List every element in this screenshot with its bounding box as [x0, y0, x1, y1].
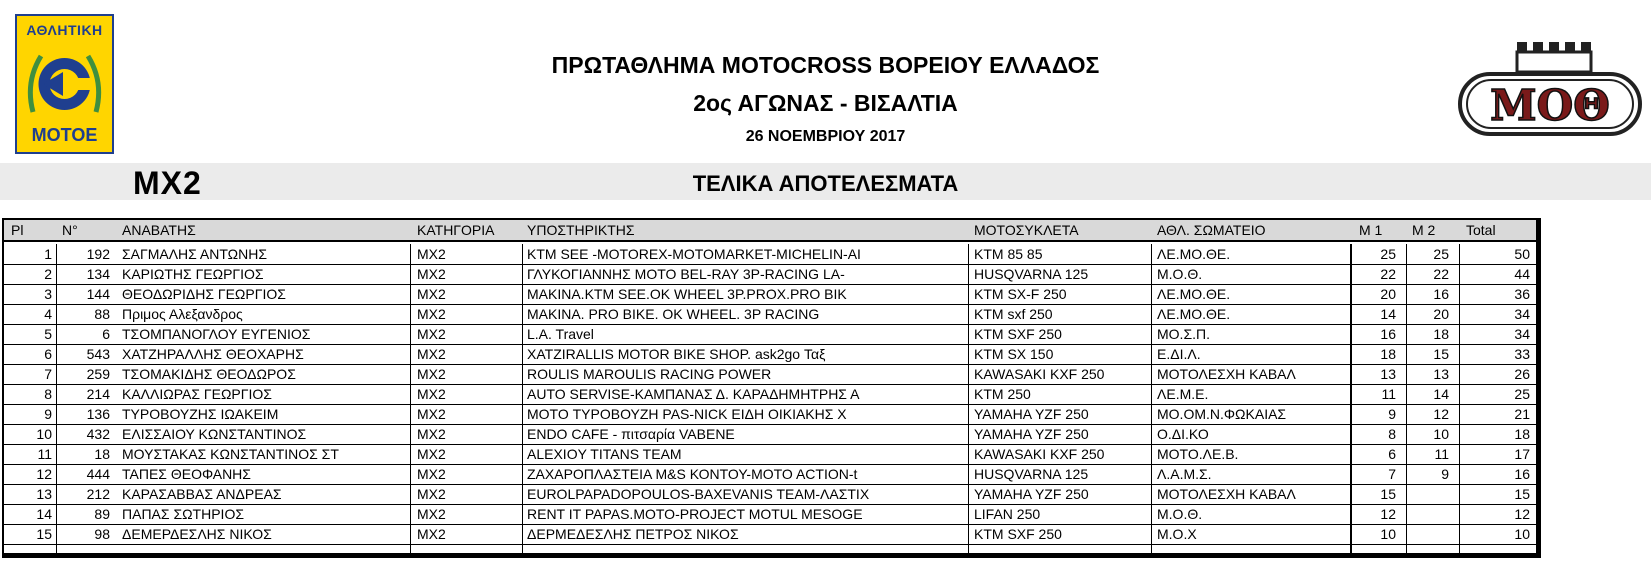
cell-rider: ΤΣΟΜΠΑΝΟΓΛΟΥ ΕΥΓΕΝΙΟΣ: [122, 326, 311, 342]
cell-total: 10: [1514, 526, 1530, 542]
logo-right-text: ΜΟΘ: [1490, 81, 1610, 130]
cell-rider: ΣΑΓΜΑΛΗΣ ΑΝΤΩΝΗΣ: [122, 246, 268, 262]
round-title: 2ος ΑΓΩΝΑΣ - ΒΙΣΑΛΤΙΑ: [693, 90, 958, 116]
cell-club: Μ.Ο.Χ: [1157, 526, 1197, 542]
cell-club: ΜΟΤΟΛΕΣΧΗ ΚΑΒΑΛ: [1157, 366, 1296, 382]
cell-rider: ΤΣΟΜΑΚΙΔΗΣ ΘΕΟΔΩΡΟΣ: [122, 366, 296, 382]
cell-category: MX2: [417, 326, 446, 342]
cell-place: 15: [36, 526, 52, 542]
cell-place: 9: [44, 406, 52, 422]
cell-m1: 18: [1380, 346, 1396, 362]
logo-left-top-text: ΑΘΛΗΤΙΚΗ: [26, 22, 103, 38]
cell-category: MX2: [417, 246, 446, 262]
cell-place: 6: [44, 346, 52, 362]
table-header: [4, 220, 1536, 242]
cell-place: 11: [37, 446, 52, 462]
cell-m1: 10: [1380, 526, 1396, 542]
cell-m2: 22: [1433, 266, 1449, 282]
cell-number: 88: [94, 306, 110, 322]
cell-rider: ΤΑΠΕΣ ΘΕΟΦΑΝΗΣ: [122, 466, 251, 482]
cell-number: 432: [86, 426, 110, 442]
cell-sponsor: KTM SEE -MOTOREX-MOTOMARKET-MICHELIN-AI: [527, 246, 861, 262]
cell-sponsor: ALEXIOY TITANS TEAM: [527, 446, 682, 462]
table-row: [4, 304, 1536, 325]
cell-sponsor: ΖΑΧΑΡΟΠΛΑΣΤΕΙΑ M&S ΚΟΝΤΟΥ-MOTO ACTION-t: [527, 466, 858, 482]
cell-m2: 9: [1441, 466, 1449, 482]
table-row: [4, 244, 1536, 265]
col-header-total: Total: [1466, 222, 1496, 238]
cell-number: 98: [94, 526, 110, 542]
cell-total: 26: [1514, 366, 1530, 382]
cell-rider: ΧΑΤΖΗΡΑΛΛΗΣ ΘΕΟΧΑΡΗΣ: [122, 346, 304, 362]
table-row: [4, 464, 1536, 485]
cell-rider: ΚΑΛΛΙΩΡΑΣ ΓΕΩΡΓΙΟΣ: [122, 386, 272, 402]
cell-category: MX2: [417, 406, 446, 422]
col-header-pl: Pl: [11, 222, 24, 238]
cell-total: 34: [1514, 306, 1530, 322]
cell-number: 543: [86, 346, 110, 362]
cell-total: 50: [1514, 246, 1530, 262]
cell-sponsor: MAKINA.KTM SEE.OK WHEEL 3P.PROX.PRO BIK: [527, 286, 847, 302]
cell-bike: HUSQVARNA 125: [974, 266, 1089, 282]
event-date: 26 ΝΟΕΜΒΡΙΟΥ 2017: [745, 128, 906, 145]
cell-bike: KTM 250: [974, 386, 1031, 402]
cell-bike: HUSQVARNA 125: [974, 466, 1089, 482]
cell-bike: YAMAHA YZF 250: [974, 486, 1089, 502]
cell-number: 89: [94, 506, 110, 522]
cell-bike: KTM 85 85: [974, 246, 1043, 262]
cell-place: 13: [36, 486, 52, 502]
cell-m1: 16: [1380, 326, 1396, 342]
cell-m1: 7: [1388, 466, 1396, 482]
cell-category: MX2: [417, 306, 446, 322]
cell-category: MX2: [417, 386, 446, 402]
cell-bike: YAMAHA YZF 250: [974, 406, 1089, 422]
table-row: [4, 284, 1536, 305]
cell-total: 21: [1514, 406, 1530, 422]
cell-bike: KTM SXF 250: [974, 326, 1062, 342]
cell-m1: 13: [1380, 366, 1396, 382]
cell-club: Μ.Ο.Θ.: [1157, 266, 1203, 282]
cell-total: 17: [1514, 446, 1530, 462]
cell-sponsor: ROULIS MAROULIS RACING POWER: [527, 366, 772, 382]
cell-number: 134: [86, 266, 110, 282]
cell-club: Ο.ΔΙ.ΚΟ: [1157, 426, 1209, 442]
cell-number: 214: [86, 386, 110, 402]
cell-category: MX2: [417, 286, 446, 302]
cell-category: MX2: [417, 426, 446, 442]
cell-place: 12: [36, 466, 52, 482]
cell-m2: 13: [1433, 366, 1449, 382]
cell-number: 212: [86, 486, 110, 502]
cell-place: 5: [44, 326, 52, 342]
table-row: [4, 264, 1536, 285]
col-header-m2: M 2: [1412, 222, 1436, 238]
results-table: [2, 218, 1541, 558]
cell-m1: 14: [1380, 306, 1396, 322]
cell-m2: 12: [1433, 406, 1449, 422]
cell-m1: 11: [1381, 386, 1396, 402]
col-header-rider: ΑΝΑΒΑΤΗΣ: [122, 222, 196, 238]
cell-total: 12: [1514, 506, 1530, 522]
cell-m1: 12: [1380, 506, 1396, 522]
logo-left-bottom-text: MOTOE: [31, 125, 98, 145]
cell-rider: ΚΑΡΙΩΤΗΣ ΓΕΩΡΓΙΟΣ: [122, 266, 264, 282]
cell-bike: KTM SX-F 250: [974, 286, 1067, 302]
cell-sponsor: L.A. Travel: [527, 326, 594, 342]
cell-club: ΜΟ.ΟΜ.Ν.ΦΩΚΑΙΑΣ: [1157, 406, 1287, 422]
col-header-sponsor: ΥΠΟΣΤΗΡΙΚΤΗΣ: [527, 222, 635, 238]
cell-number: 6: [102, 326, 110, 342]
cell-total: 33: [1514, 346, 1530, 362]
cell-total: 44: [1514, 266, 1530, 282]
cell-rider: Πριμος Αλεξανδρος: [122, 306, 243, 322]
table-row: [4, 364, 1536, 385]
col-header-m1: M 1: [1359, 222, 1383, 238]
cell-total: 16: [1514, 466, 1530, 482]
cell-club: ΜΟΤΟΛΕΣΧΗ ΚΑΒΑΛ: [1157, 486, 1296, 502]
cell-rider: ΚΑΡΑΣΑΒΒΑΣ ΑΝΔΡΕΑΣ: [122, 486, 282, 502]
table-row: [4, 404, 1536, 425]
cell-club: ΜΟΤΟ.ΛΕ.Β.: [1157, 446, 1239, 462]
cell-club: Μ.Ο.Θ.: [1157, 506, 1203, 522]
cell-place: 2: [44, 266, 52, 282]
cell-club: ΜΟ.Σ.Π.: [1157, 326, 1210, 342]
cell-place: 1: [44, 246, 52, 262]
cell-category: MX2: [417, 506, 446, 522]
cell-place: 10: [36, 426, 52, 442]
cell-rider: ΘΕΟΔΩΡΙΔΗΣ ΓΕΩΡΓΙΟΣ: [122, 286, 286, 302]
cell-m1: 9: [1388, 406, 1396, 422]
cell-club: Ε.ΔΙ.Λ.: [1157, 346, 1201, 362]
cell-number: 259: [86, 366, 110, 382]
cell-m2: 10: [1433, 426, 1449, 442]
cell-bike: KTM SX 150: [974, 346, 1054, 362]
cell-sponsor: MAKINA. PRO BIKE. OK WHEEL. 3P RACING: [527, 306, 820, 322]
cell-category: MX2: [417, 366, 446, 382]
cell-m1: 15: [1380, 486, 1396, 502]
cell-sponsor: AUTO SERVISE-ΚΑΜΠΑΝΑΣ Δ. ΚΑΡΑΔΗΜΗΤΡΗΣ Α: [527, 386, 860, 402]
cell-sponsor: ΔΕΡΜΕΔΕΣΛΗΣ ΠΕΤΡΟΣ ΝΙΚΟΣ: [527, 526, 739, 542]
cell-club: Λ.Α.Μ.Σ.: [1157, 466, 1212, 482]
col-header-bike: ΜΟΤΟΣΥΚΛΕΤΑ: [974, 222, 1079, 238]
cell-total: 36: [1514, 286, 1530, 302]
cell-rider: ΤΥΡΟΒΟΥΖΗΣ ΙΩΑΚΕΙΜ: [122, 406, 279, 422]
table-row: [4, 504, 1536, 525]
cell-m1: 8: [1388, 426, 1396, 442]
cell-category: MX2: [417, 266, 446, 282]
cell-category: MX2: [417, 466, 446, 482]
cell-rider: ΔΕΜΕΡΔΕΣΛΗΣ ΝΙΚΟΣ: [122, 526, 272, 542]
cell-total: 25: [1514, 386, 1530, 402]
cell-place: 8: [44, 386, 52, 402]
cell-sponsor: XATZIRALLIS MOTOR BIKE SHOP. ask2go Ταξ: [527, 346, 826, 362]
cell-club: ΛΕ.ΜΟ.ΘΕ.: [1157, 286, 1231, 302]
cell-place: 7: [44, 366, 52, 382]
cell-club: ΛΕ.Μ.Ε.: [1157, 386, 1209, 402]
cell-bike: KTM SXF 250: [974, 526, 1062, 542]
col-header-category: ΚΑΤΗΓΟΡΙΑ: [417, 222, 495, 238]
cell-m1: 6: [1388, 446, 1396, 462]
cell-bike: KAWASAKI KXF 250: [974, 446, 1105, 462]
cell-number: 136: [86, 406, 110, 422]
cell-m2: 14: [1433, 386, 1449, 402]
table-row: [4, 444, 1536, 465]
cell-m2: 16: [1433, 286, 1449, 302]
cell-place: 3: [44, 286, 52, 302]
cell-number: 18: [94, 446, 110, 462]
table-row: [4, 324, 1536, 345]
cell-bike: KTM sxf 250: [974, 306, 1053, 322]
cell-category: MX2: [417, 486, 446, 502]
cell-m2: 11: [1434, 446, 1449, 462]
cell-number: 192: [86, 246, 110, 262]
cell-category: MX2: [417, 526, 446, 542]
cell-sponsor: MOTO ΤΥΡΟΒΟΥΖΗ PAS-NICK ΕΙΔΗ ΟΙΚΙΑΚΗΣ Χ: [527, 406, 847, 422]
cell-m2: 15: [1433, 346, 1449, 362]
cell-rider: ΜΟΥΣΤΑΚΑΣ ΚΩΝΣΤΑΝΤΙΝΟΣ ΣΤ: [122, 446, 339, 462]
cell-place: 14: [36, 506, 52, 522]
results-title: ΤΕΛΙΚΑ ΑΠΟΤΕΛΕΣΜΑΤΑ: [692, 171, 959, 196]
cell-total: 18: [1514, 426, 1530, 442]
cell-m2: 18: [1433, 326, 1449, 342]
table-row: [4, 484, 1536, 505]
cell-m1: 25: [1380, 246, 1396, 262]
cell-club: ΛΕ.ΜΟ.ΘΕ.: [1157, 306, 1231, 322]
table-row: [4, 384, 1536, 405]
class-label: MX2: [133, 165, 202, 201]
cell-sponsor: ENDO CAFE - πιτσαρία VABENE: [527, 426, 735, 442]
cell-sponsor: ΓΛΥΚΟΓΙΑΝΝΗΣ MOTO BEL-RAY 3P-RACING LA-: [527, 266, 845, 282]
cell-place: 4: [44, 306, 52, 322]
cell-m2: 20: [1433, 306, 1449, 322]
table-row: [4, 524, 1536, 545]
cell-total: 34: [1514, 326, 1530, 342]
cell-category: MX2: [417, 446, 446, 462]
cell-m2: 25: [1433, 246, 1449, 262]
cell-m1: 22: [1380, 266, 1396, 282]
cell-bike: KAWASAKI KXF 250: [974, 366, 1105, 382]
cell-number: 144: [86, 286, 110, 302]
cell-sponsor: RENT IT PAPAS.MOTO-PROJECT MOTUL MESOGE: [527, 506, 863, 522]
cell-rider: ΠΑΠΑΣ ΣΩΤΗΡΙΟΣ: [122, 506, 244, 522]
table-row: [4, 424, 1536, 445]
col-header-club: ΑΘΛ. ΣΩΜΑΤΕΙΟ: [1157, 222, 1266, 238]
cell-bike: YAMAHA YZF 250: [974, 426, 1089, 442]
cell-category: MX2: [417, 346, 446, 362]
cell-number: 444: [86, 466, 110, 482]
championship-title: ΠΡΩΤΑΘΛΗΜΑ MOTOCROSS ΒΟΡΕΙΟΥ ΕΛΛΑΔΟΣ: [551, 52, 1100, 78]
cell-total: 15: [1514, 486, 1530, 502]
cell-sponsor: EUROLPAPADOPOULOS-BAXEVANIS TEAM-ΛΑΣΤΙΧ: [527, 486, 870, 502]
cell-club: ΛΕ.ΜΟ.ΘΕ.: [1157, 246, 1231, 262]
col-header-number: N°: [62, 222, 78, 238]
cell-bike: LIFAN 250: [974, 506, 1041, 522]
table-row: [4, 344, 1536, 365]
cell-rider: ΕΛΙΣΣΑΙΟΥ ΚΩΝΣΤΑΝΤΙΝΟΣ: [122, 426, 307, 442]
cell-m1: 20: [1380, 286, 1396, 302]
